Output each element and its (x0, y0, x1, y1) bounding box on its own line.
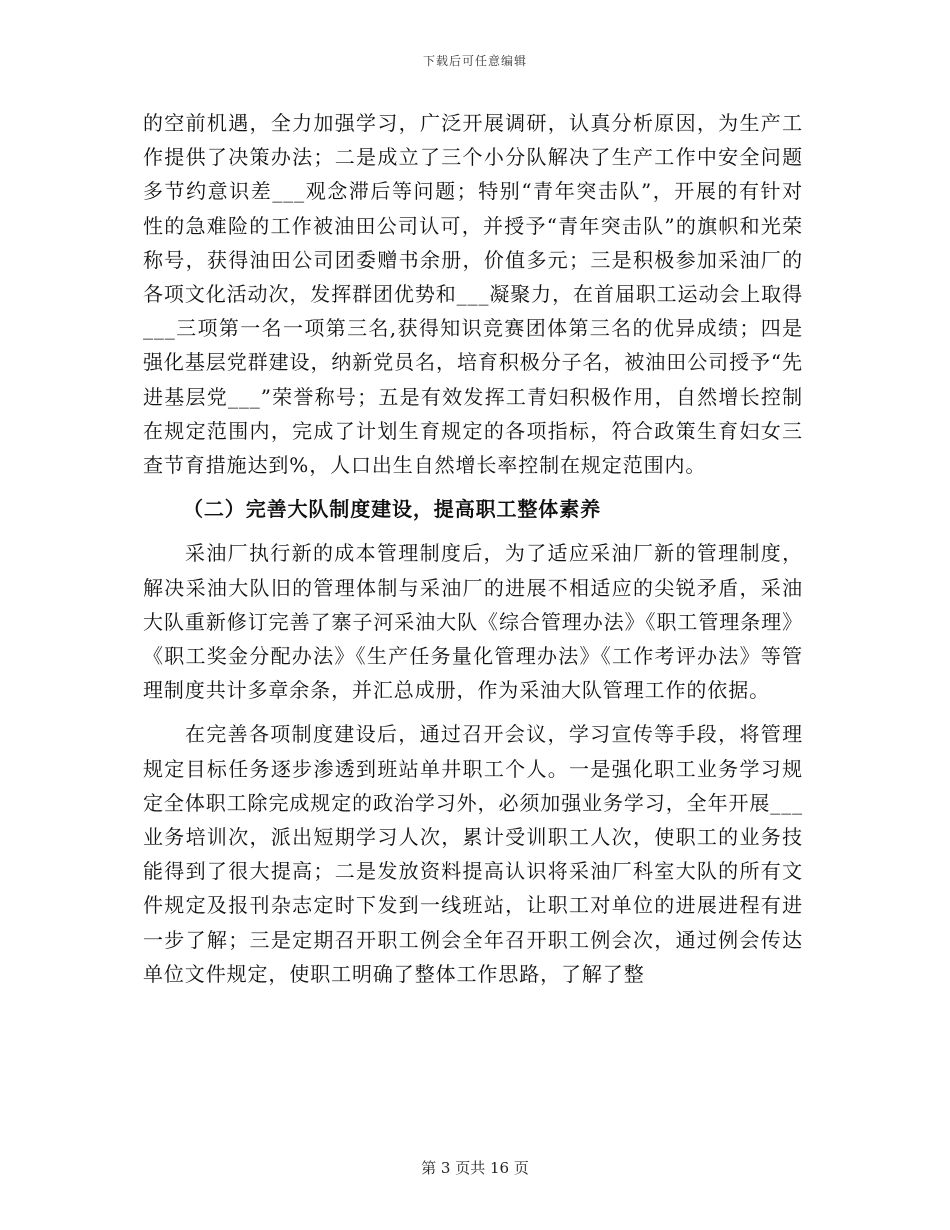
paragraph-continuation: 的空前机遇，全力加强学习，广泛开展调研，认真分析原因，为生产工作提供了决策办法；二是成立了三个小分队解决了生产工作中安全问题多节约意识差___观念滞后等问题；特别“青年突击队”，开展的有针对性的急难险的工作被油田公司认可，并授予“青年突击队”的旗帜和光荣称号，获得油田公司团委赠书余册，价值多元；三是积极参加采油厂的各项文化活动次，发挥群团优势和___凝聚力，在首届职工运动会上取得___三项第一名一项第三名,获得知识竞赛团体第三名的优异成绩；四是强化基层党群建设，纳新党员名，培育积极分子名，被油田公司授予“先进基层党___”荣誉称号；五是有效发挥工青妇积极作用，自然增长控制在规定范围内，完成了计划生育规定的各项指标，符合政策生育妇女三查节育措施达到%，人口出生自然增长率控制在规定范围内。 (143, 111, 803, 478)
paragraph: 采油厂执行新的成本管理制度后，为了适应采油厂新的管理制度，解决采油大队旧的管理体制与采油厂的进展不相适应的尖锐矛盾，采油大队重新修订完善了寨子河采油大队《综合管理办法》《职工管理条理》《职工奖金分配办法》《生产任务量化管理办法》《工作考评办法》等管理制度共计多章余条，并汇总成册，作为采油大队管理工作的依据。 (143, 541, 803, 703)
paragraph: 在完善各项制度建设后，通过召开会议，学习宣传等手段，将管理规定目标任务逐步渗透到班站单井职工个人。一是强化职工业务学习规定全体职工除完成规定的政治学习外，必须加强业务学习，全年开展___业务培训次，派出短期学习人次，累计受训职工人次，使职工的业务技能得到了很大提高；二是发放资料提高认识将采油厂科室大队的所有文件规定及报刊杂志定时下发到一线班站，让职工对单位的进展进程有进一步了解；三是定期召开职工例会全年召开职工例会次，通过例会传达单位文件规定，使职工明确了整体工作思路，了解了整 (143, 722, 803, 986)
spacer (143, 526, 803, 536)
page-number: 第 3 页共 16 页 (421, 1159, 529, 1177)
page-header: 下载后可任意编辑 (422, 54, 527, 68)
section-heading: （二）完善大队制度建设，提高职工整体素养 (183, 497, 601, 522)
spacer (143, 707, 803, 717)
spacer (143, 482, 803, 492)
document-body (143, 106, 803, 991)
